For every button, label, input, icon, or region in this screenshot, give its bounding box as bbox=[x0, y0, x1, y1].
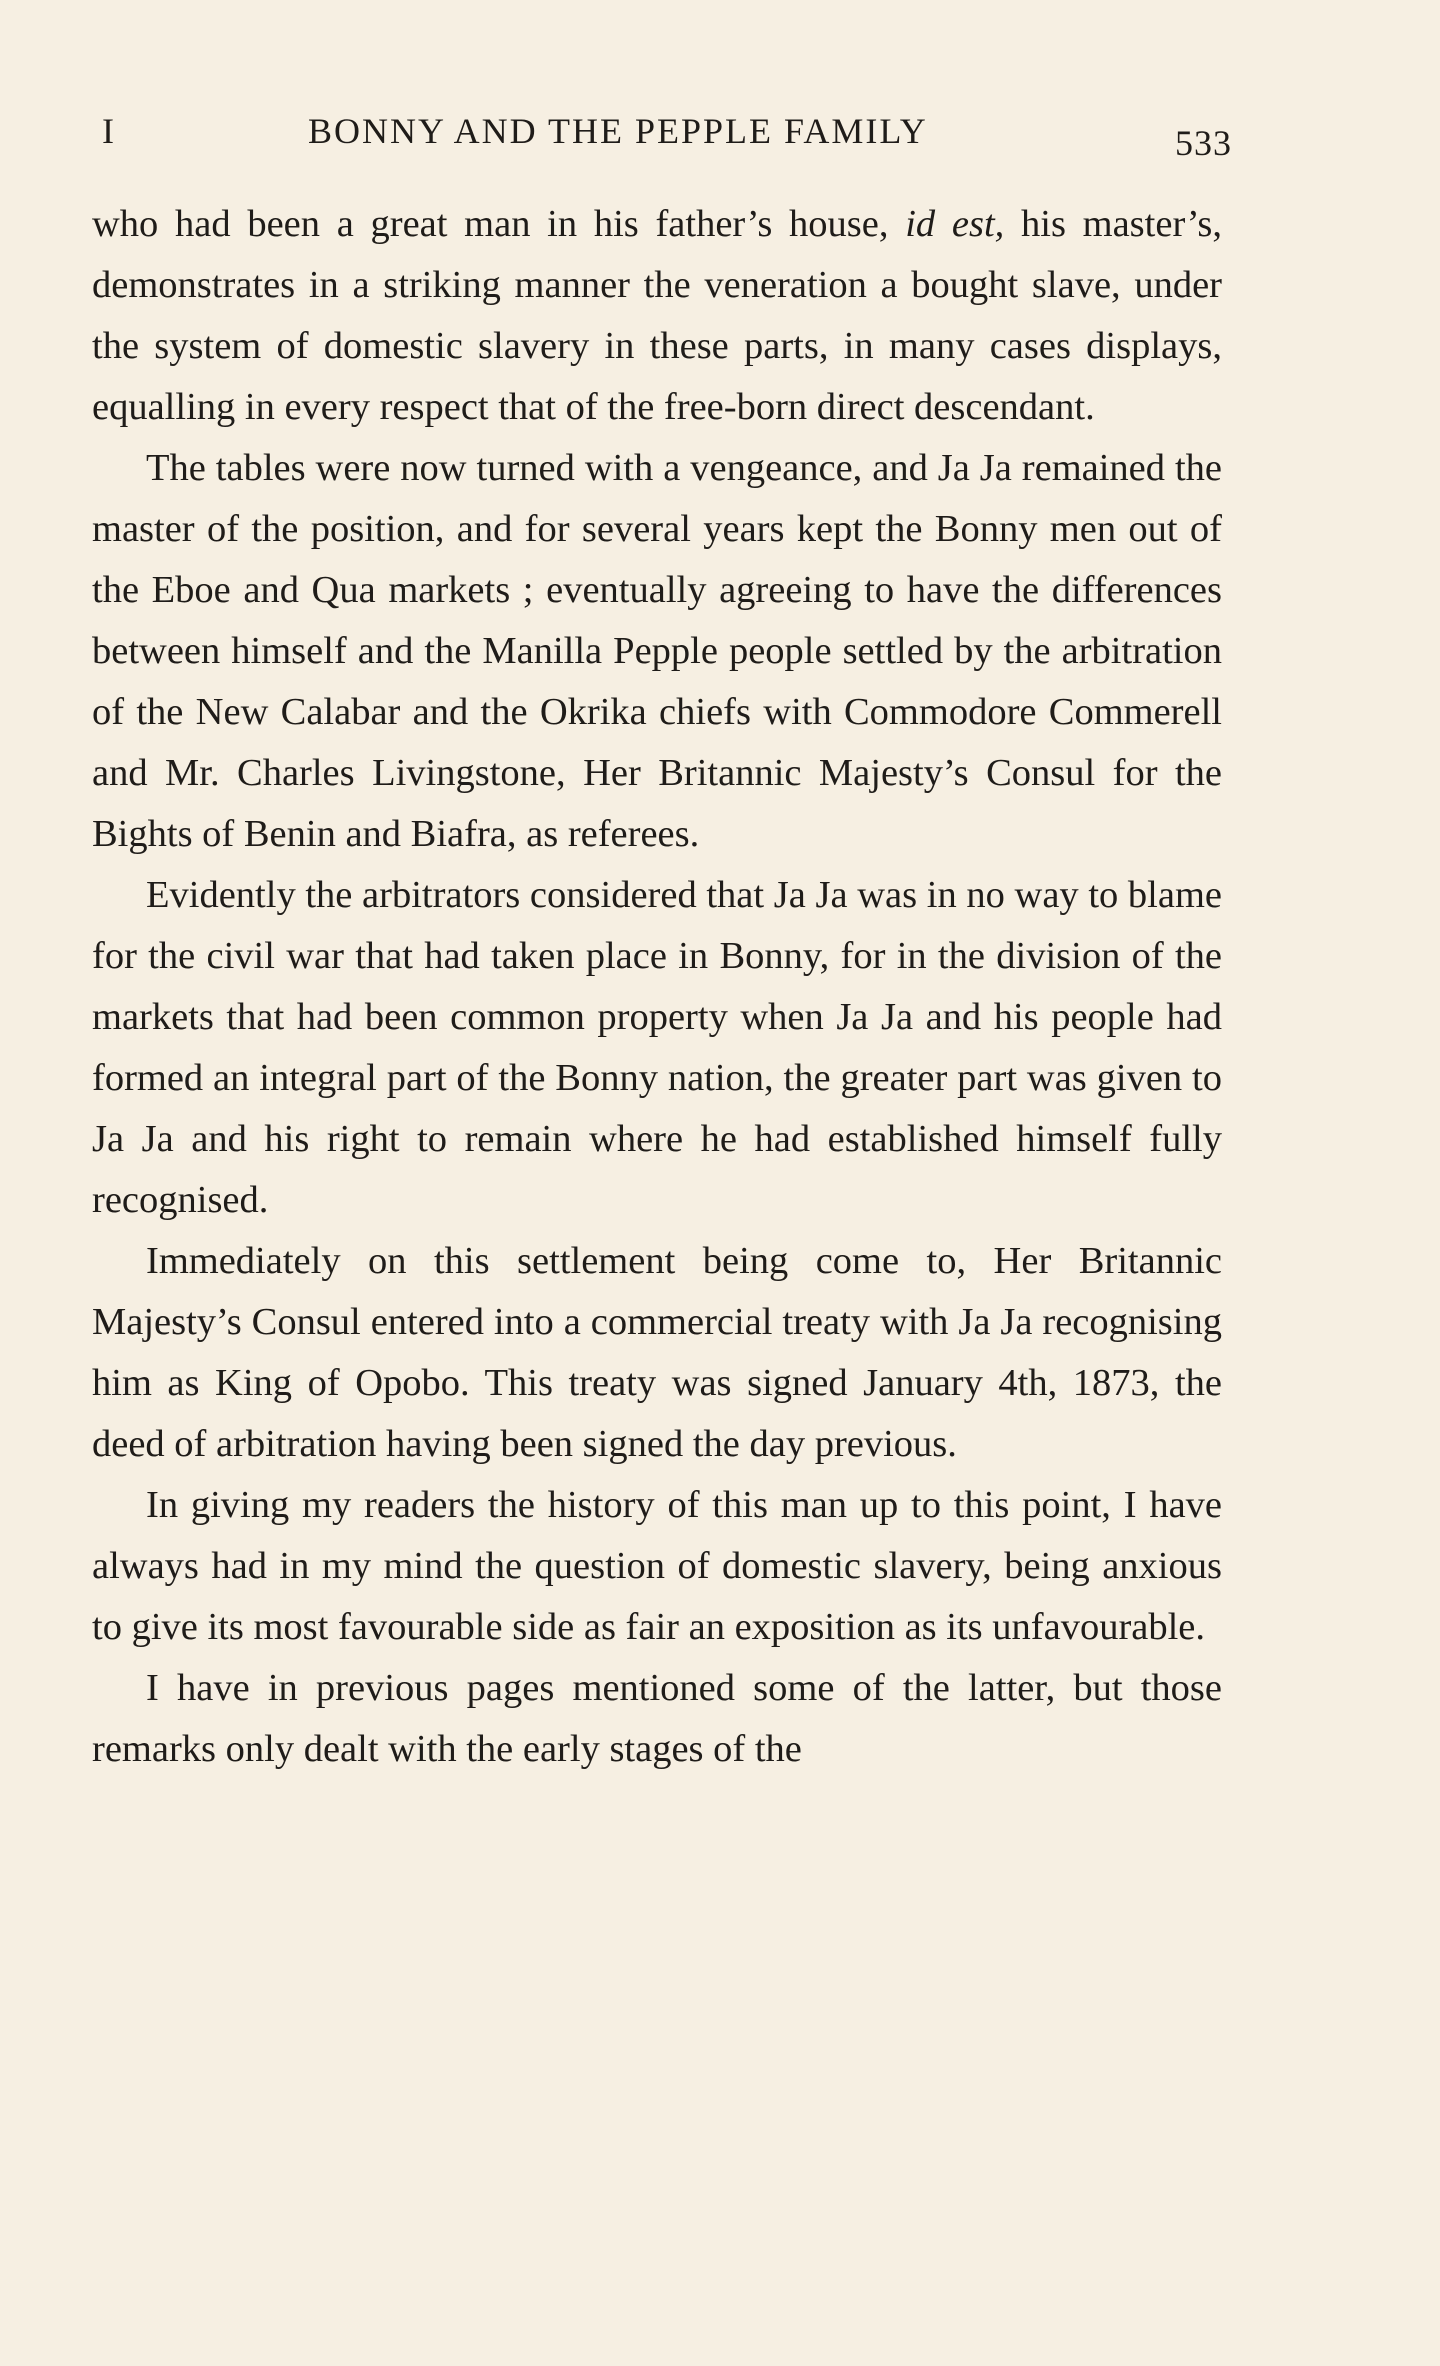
paragraph-1-text-start: who had been a great man in his father’s house, bbox=[92, 203, 906, 245]
paragraph-2: The tables were now turned with a vengeance, and Ja Ja remained the master of the position, and for several years kept the Bonny men out of the Eboe and Qua markets ; eventually agreeing to have the differences between himself and the Manilla Pepple people settled by the arbitration of the New Calabar and the Okrika chiefs with Commodore Commerell and Mr. Charles Livingstone, Her Britannic Majesty’s Consul for the Bights of Benin and Biafra, as referees. bbox=[92, 447, 1222, 855]
paragraph-1 bbox=[92, 194, 1222, 438]
page-number: 533 bbox=[1175, 123, 1232, 163]
running-title: BONNY AND THE PEPPLE FAMILY bbox=[308, 111, 928, 151]
running-head bbox=[102, 104, 1232, 164]
paragraph-1-text-end: his master’s, demonstrates in a striking manner the veneration a bought slave, under the system of domestic slavery in these parts, in many cases displays, equalling in every respect that of the free-born direct descendant. bbox=[92, 203, 1222, 428]
paragraph-3: Evidently the arbitrators considered that Ja Ja was in no way to blame for the civil war that had taken place in Bonny, for in the division of the markets that had been common property when Ja Ja and his people had formed an integral part of the Bonny nation, the greater part was given to Ja Ja and his right to remain where he had established himself fully recognised. bbox=[92, 874, 1222, 1221]
paragraph-1-italic-phrase: id est, bbox=[905, 203, 1005, 245]
chapter-number: I bbox=[102, 111, 116, 151]
paragraph-6: I have in previous pages mentioned some of the latter, but those remarks only dealt with the early stages of the bbox=[92, 1667, 1222, 1770]
paragraph-4: Immediately on this settlement being come to, Her Britannic Majesty’s Consul entered into a commercial treaty with Ja Ja recognising him as King of Opobo. This treaty was signed January 4th, 1873, the deed of arbitration having been signed the day previous. bbox=[92, 1240, 1222, 1465]
body-text bbox=[92, 194, 1222, 1780]
paragraph-5: In giving my readers the history of this man up to this point, I have always had in my mind the question of domestic slavery, being anxious to give its most favourable side as fair an exposition as its unfavourable. bbox=[92, 1484, 1222, 1648]
